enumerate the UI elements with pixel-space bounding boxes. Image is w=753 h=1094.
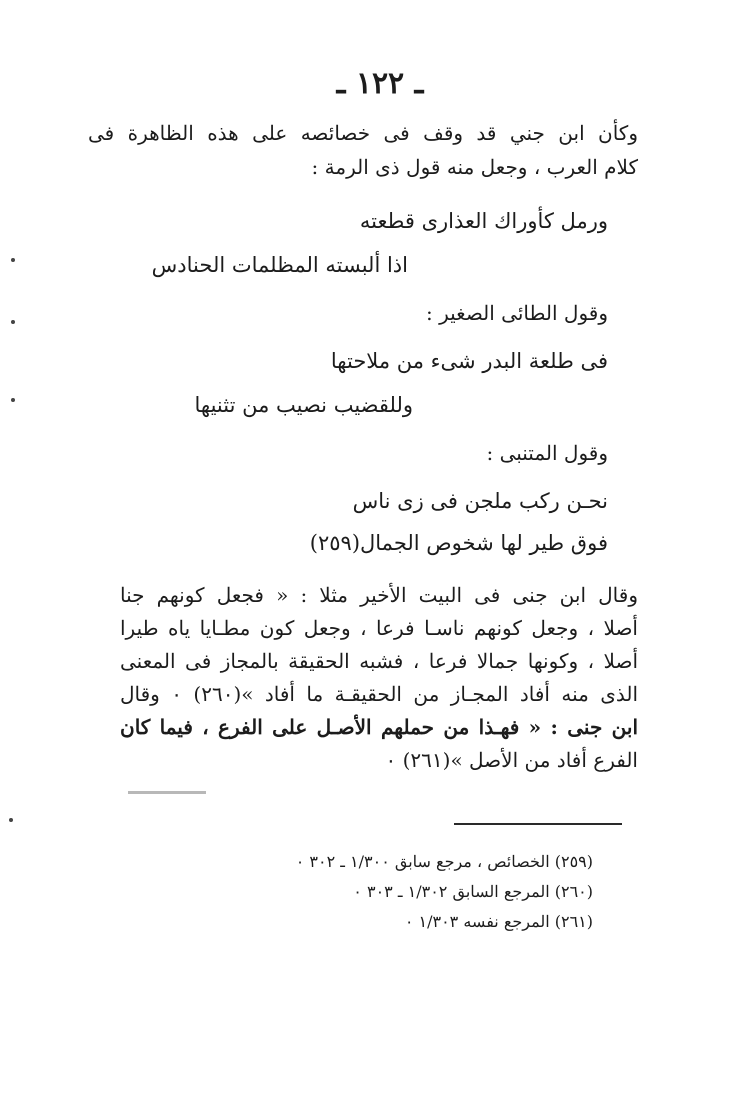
footnote-261: (٢٦١) المرجع نفسه ١/٣٠٣ ٠ bbox=[404, 912, 593, 931]
footnote-260: (٢٦٠) المرجع السابق ١/٣٠٢ ـ ٣٠٣ ٠ bbox=[353, 882, 593, 901]
print-smudge bbox=[128, 791, 206, 794]
verse-2-hemistich-2: وللقضيب نصيب من تثنيها bbox=[194, 393, 413, 417]
intro-line-4: وقول المتنبى : bbox=[486, 441, 608, 465]
scan-speck bbox=[9, 818, 13, 822]
scan-speck bbox=[11, 398, 15, 402]
page-number: ـ ١٢٢ ـ bbox=[336, 66, 424, 101]
paragraph-line-4: الذى منه أفاد المجـاز من الحقيقـة ما أفاد »(٢٦٠) ٠ وقال bbox=[120, 682, 639, 706]
verse-2-hemistich-1: فى طلعة البدر شىء من ملاحتها bbox=[330, 349, 608, 373]
paragraph-line-1: وقال ابن جنى فى البيت الأخير مثلا : « فجعل كونهم جنا bbox=[120, 583, 638, 607]
intro-line-2: كلام العرب ، وجعل منه قول ذى الرمة : bbox=[311, 155, 638, 179]
intro-line-3: وقول الطائى الصغير : bbox=[426, 301, 608, 325]
paragraph-line-2: أصلا ، وجعل كونهم ناسـا فرعا ، وجعل كون مطـايا ياه طيرا bbox=[120, 616, 638, 640]
footnote-259: (٢٥٩) الخصائص ، مرجع سابق ١/٣٠٠ ـ ٣٠٢ ٠ bbox=[295, 852, 593, 871]
verse-3-hemistich-1: نحـن ركب ملجن فى زى ناس bbox=[352, 489, 608, 513]
scan-speck bbox=[11, 258, 15, 262]
verse-1-hemistich-2: اذا ألبسته المظلمات الحنادس bbox=[151, 253, 408, 277]
footnote-separator bbox=[454, 823, 622, 825]
paragraph-line-3: أصلا ، وكونها جمالا فرعا ، فشبه الحقيقة بالمجاز فى المعنى bbox=[120, 649, 638, 673]
verse-1-hemistich-1: ورمل كأوراك العذارى قطعته bbox=[359, 209, 608, 233]
scan-speck bbox=[11, 320, 15, 324]
paragraph-line-5: ابن جنى : « فهـذا من حملهم الأصـل على الفرع ، فيما كان bbox=[120, 715, 638, 739]
verse-3-hemistich-2: فوق طير لها شخوص الجمال(٢٥٩) bbox=[309, 531, 608, 555]
intro-line-1: وكأن ابن جني قد وقف فى خصائصه على هذه الظاهرة فى bbox=[88, 121, 638, 145]
paragraph-line-6: الفرع أفاد من الأصل »(٢٦١) ٠ bbox=[385, 748, 638, 772]
